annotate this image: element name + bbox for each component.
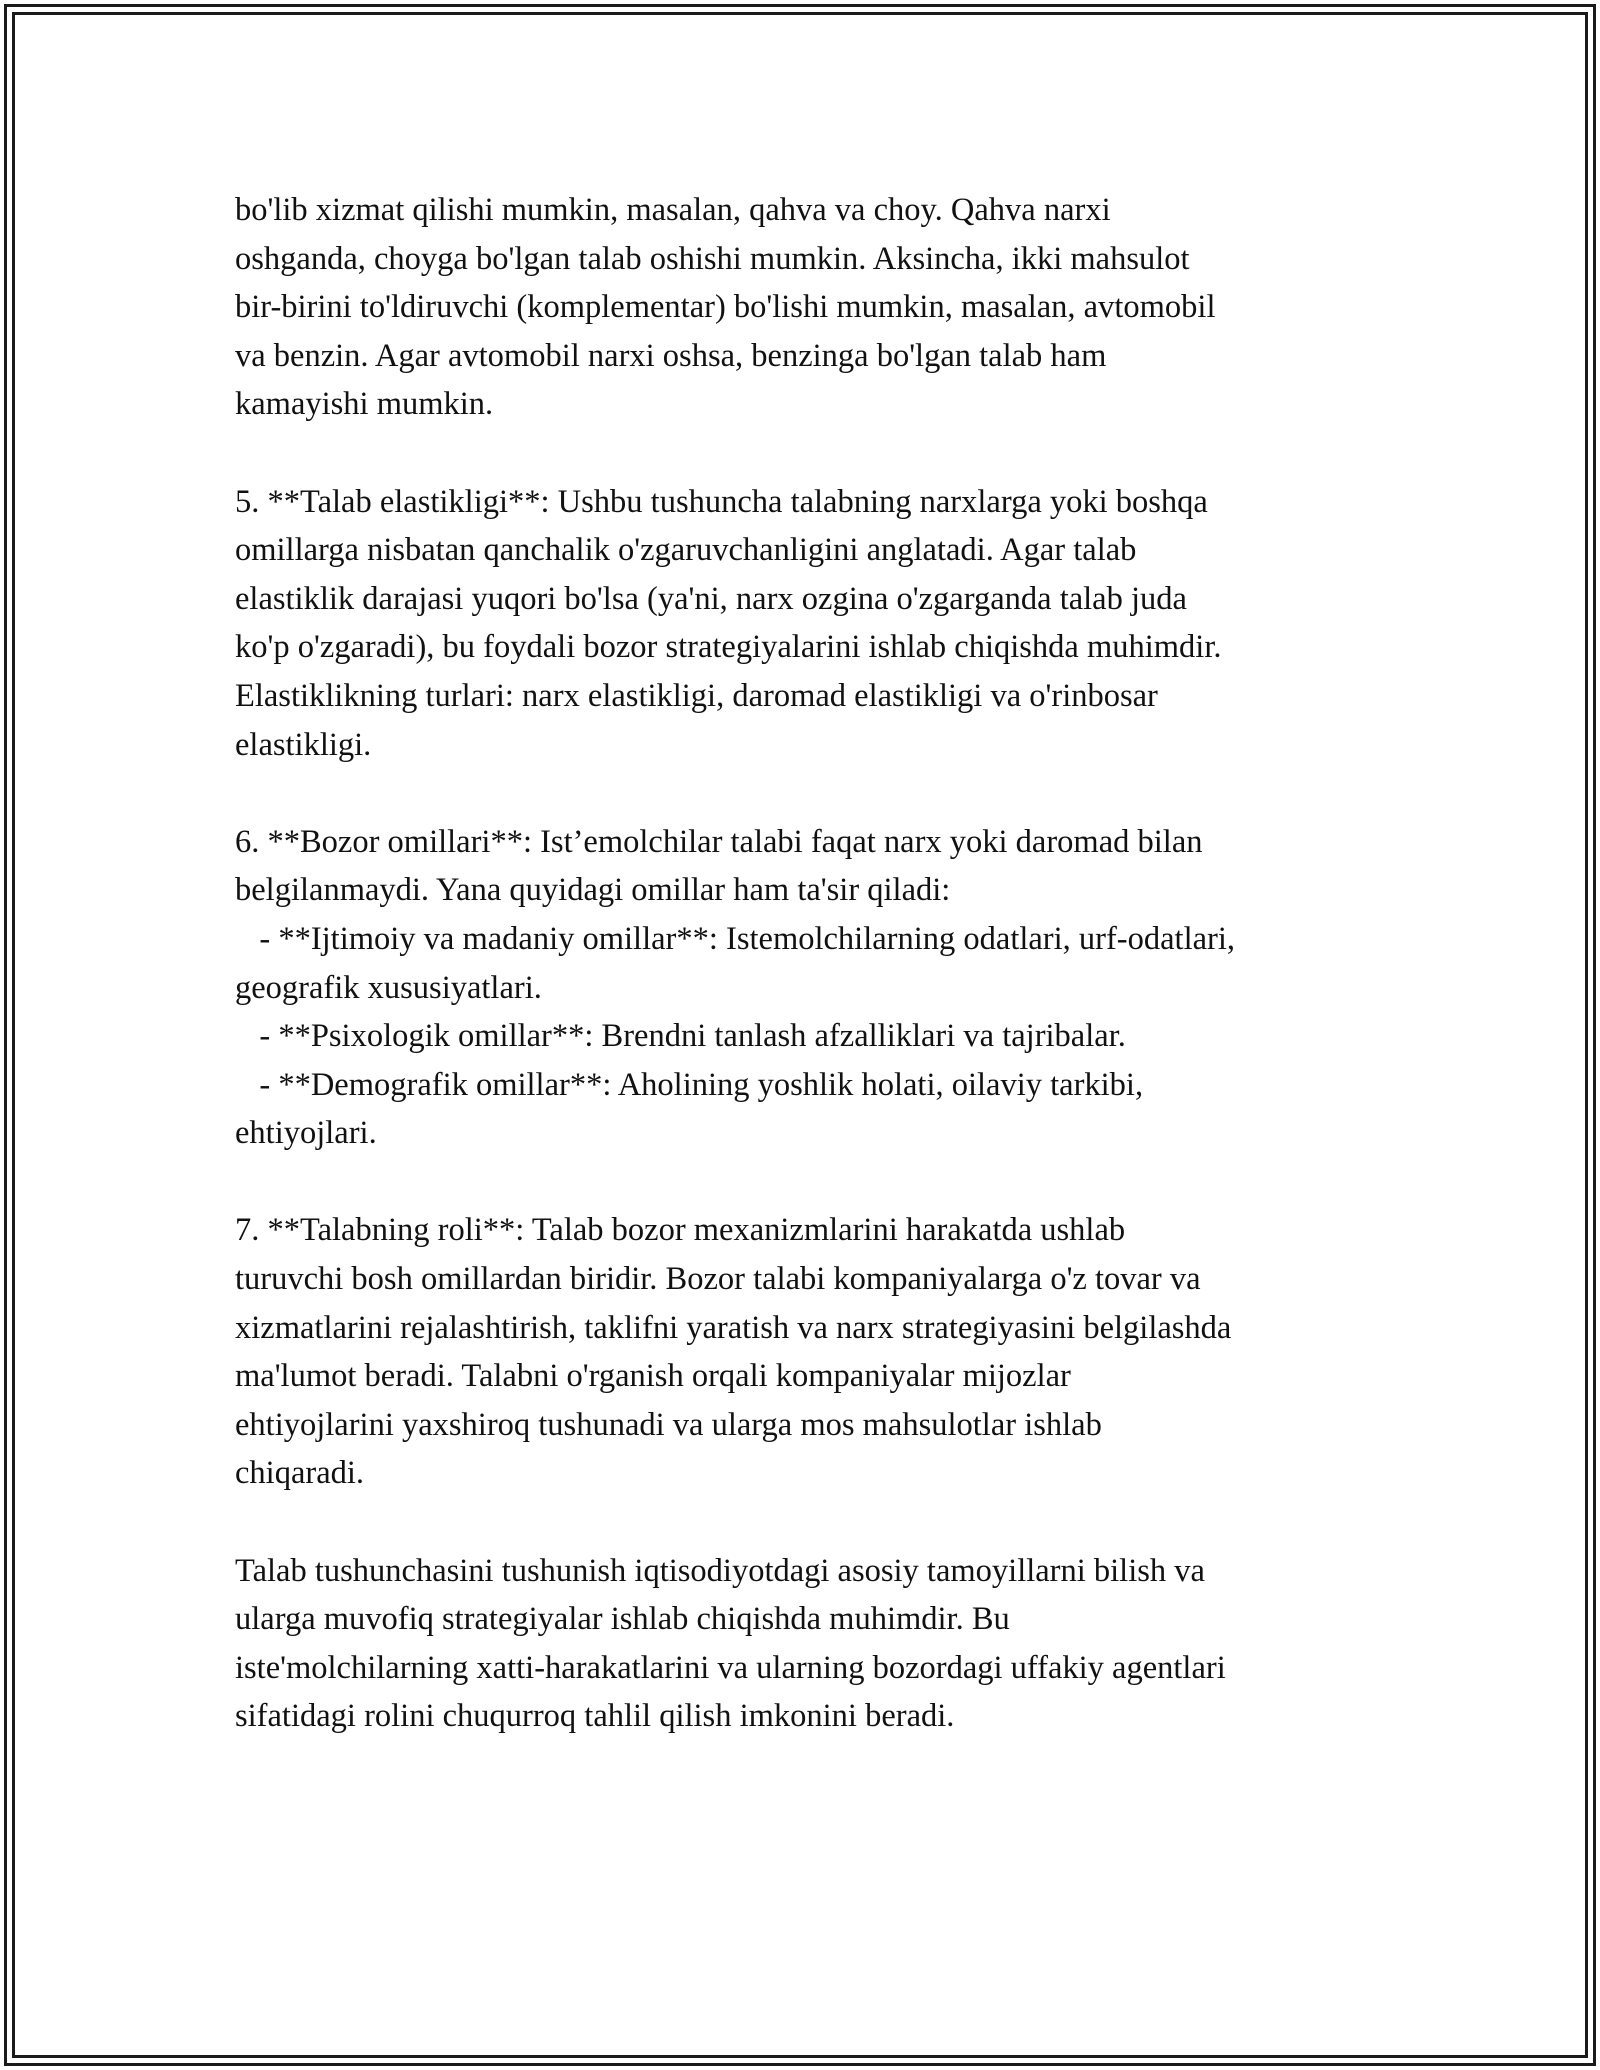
text-line: turuvchi bosh omillardan biridir. Bozor talabi kompaniyalarga o'z tovar va: [235, 1261, 1201, 1298]
text-line: belgilanmaydi. Yana quyidagi omillar ham ta'sir qiladi:: [235, 872, 951, 909]
text-line: ko'p o'zgaradi), bu foydali bozor strategiyalarini ishlab chiqishda muhimdir.: [235, 629, 1222, 666]
text-line: 6. **Bozor omillari**: Ist’emolchilar talabi faqat narx yoki daromad bilan: [235, 823, 1203, 860]
text-line: elastiklik darajasi yuqori bo'lsa (ya'ni, narx ozgina o'zgarganda talab juda: [235, 580, 1187, 617]
text-line: 5. **Talab elastikligi**: Ushbu tushuncha talabning narxlarga yoki boshqa: [235, 483, 1208, 520]
list-item-line: - **Demografik omillar**: Aholining yoshlik holati, oilaviy tarkibi,: [235, 1066, 1144, 1103]
text-line: elastikligi.: [235, 726, 372, 763]
text-line: va benzin. Agar avtomobil narxi oshsa, benzinga bo'lgan talab ham: [235, 337, 1107, 374]
text-line: ehtiyojlari.: [235, 1115, 377, 1152]
text-line: ehtiyojlarini yaxshiroq tushunadi va ularga mos mahsulotlar ishlab: [235, 1406, 1102, 1443]
text-line: omillarga nisbatan qanchalik o'zgaruvchanligini anglatadi. Agar talab: [235, 532, 1137, 569]
paragraph-substitutes: [235, 186, 1375, 429]
text-line: iste'molchilarning xatti-harakatlarini va ularning bozordagi uffakiy agentlari: [235, 1649, 1226, 1686]
text-line: sifatidagi rolini chuqurroq tahlil qilish imkonini beradi.: [235, 1698, 955, 1735]
text-line: ularga muvofiq strategiyalar ishlab chiqishda muhimdir. Bu: [235, 1601, 1010, 1638]
text-line: bo'lib xizmat qilishi mumkin, masalan, qahva va choy. Qahva narxi: [235, 192, 1111, 228]
text-line: Talab tushunchasini tushunish iqtisodiyotdagi asosiy tamoyillarni bilish va: [235, 1552, 1205, 1589]
paragraph-market-factors: [235, 818, 1375, 1158]
list-item-line: - **Psixologik omillar**: Brendni tanlash afzalliklari va tajribalar.: [235, 1018, 1126, 1055]
text-line: oshganda, choyga bo'lgan talab oshishi mumkin. Aksincha, ikki mahsulot: [235, 240, 1190, 277]
text-line: geografik xususiyatlari.: [235, 969, 542, 1006]
paragraph-elasticity: [235, 478, 1375, 770]
text-line: ma'lumot beradi. Talabni o'rganish orqali kompaniyalar mijozlar: [235, 1358, 1071, 1395]
paragraph-role-of-demand: [235, 1206, 1375, 1498]
text-line: Elastiklikning turlari: narx elastikligi, daromad elastikligi va o'rinbosar: [235, 677, 1158, 714]
list-item-line: - **Ijtimoiy va madaniy omillar**: Istemolchilarning odatlari, urf-odatlari,: [235, 920, 1236, 957]
paragraph-conclusion: [235, 1547, 1375, 1741]
text-line: xizmatlarini rejalashtirish, taklifni yaratish va narx strategiyasini belgilashda: [235, 1309, 1232, 1346]
text-line: kamayishi mumkin.: [235, 386, 494, 423]
text-line: 7. **Talabning roli**: Talab bozor mexanizmlarini harakatda ushlab: [235, 1212, 1126, 1249]
document-body: [235, 186, 1375, 1790]
text-line: bir-birini to'ldiruvchi (komplementar) bo'lishi mumkin, masalan, avtomobil: [235, 289, 1216, 326]
text-line: chiqaradi.: [235, 1455, 365, 1492]
